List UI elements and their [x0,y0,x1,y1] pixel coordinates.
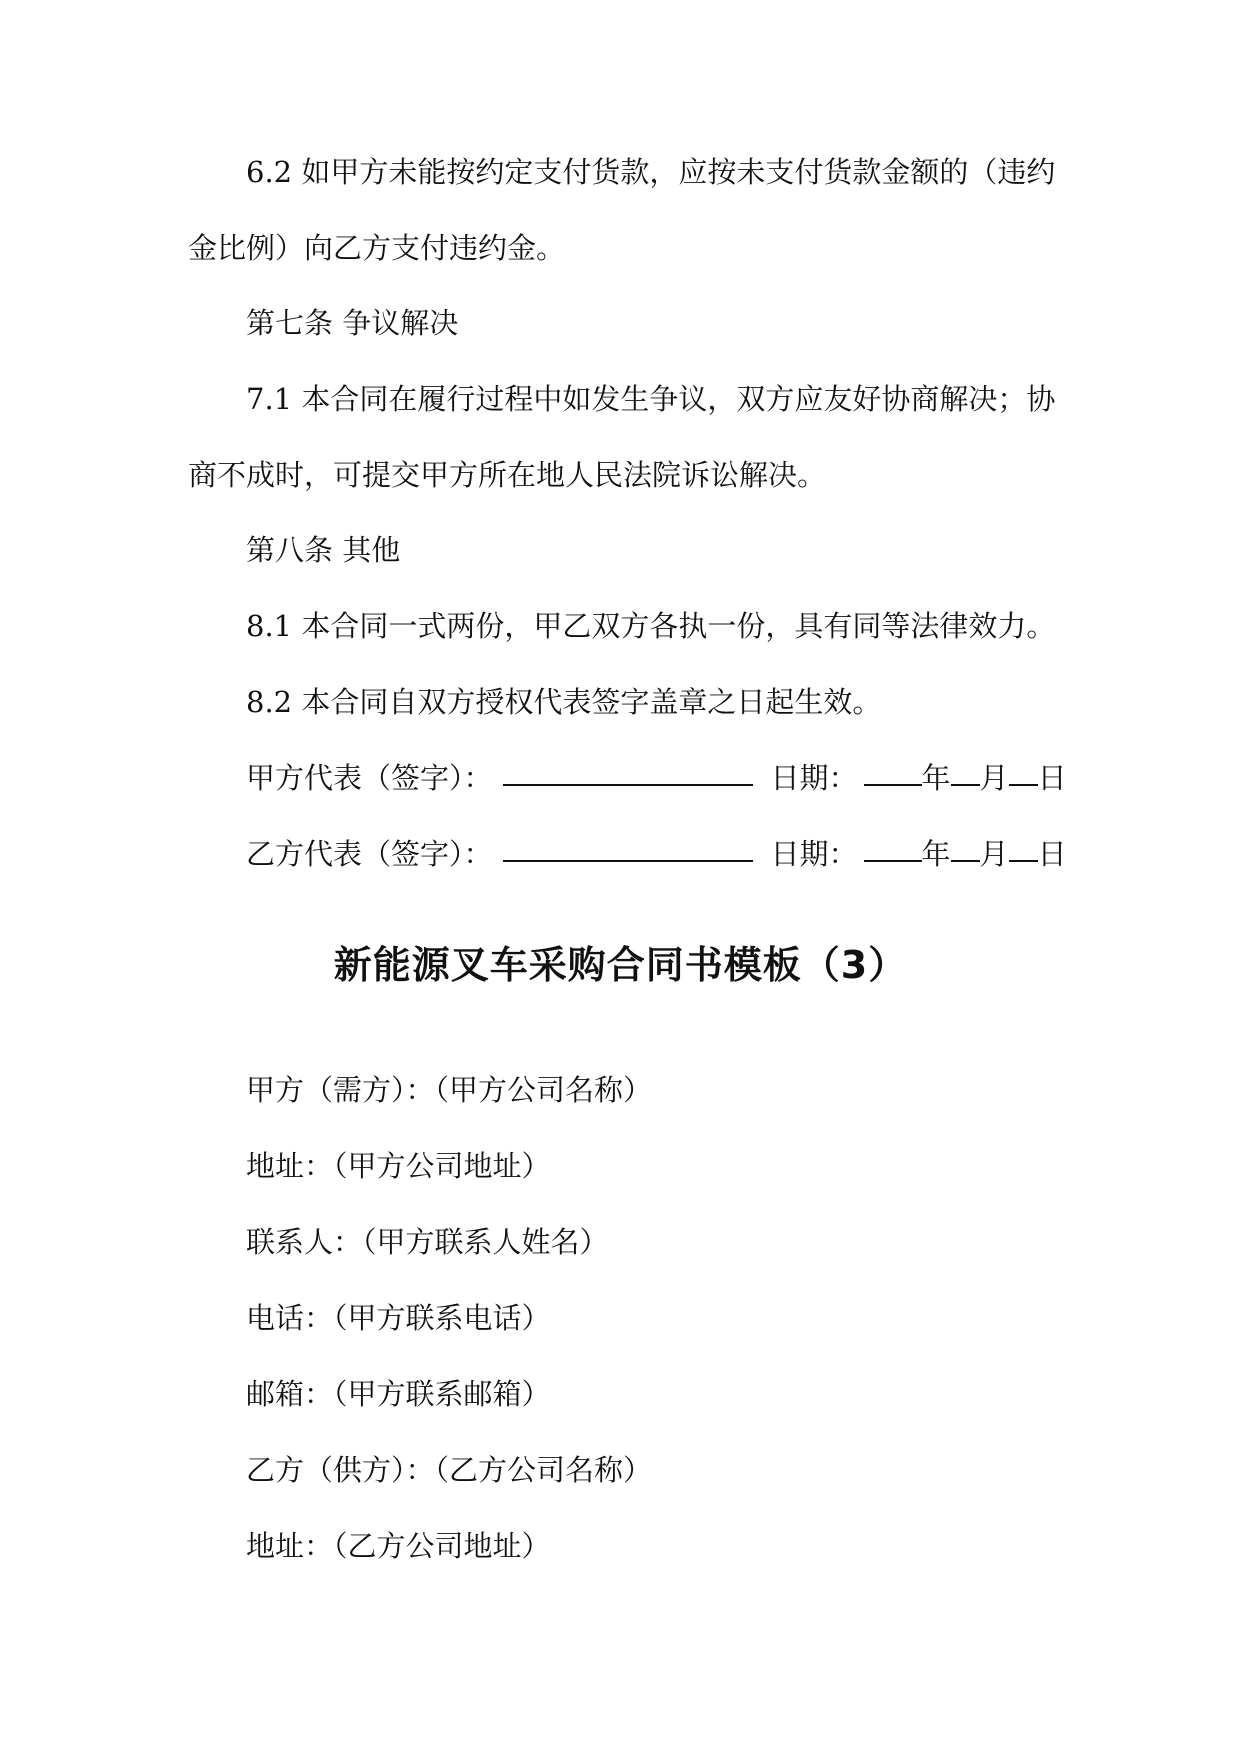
party-b-address: 地址：（乙方公司地址） [246,1529,551,1563]
party-a-day-blank[interactable] [1009,782,1038,786]
party-a-signature-line [246,758,1067,798]
party-a-year-blank[interactable] [864,782,922,786]
clause-8-2: 8.2 本合同自双方授权代表签字盖章之日起生效。 [246,685,882,719]
article-7-heading: 第七条 争议解决 [246,306,459,340]
party-a-signature-blank[interactable] [503,782,753,786]
clause-6-2-line-2: 金比例）向乙方支付违约金。 [188,231,566,265]
party-b-name: 乙方（供方）：（乙方公司名称） [246,1453,653,1487]
party-a-contact: 联系人：（甲方联系人姓名） [246,1225,609,1259]
party-a-signature-label: 甲方代表（签字）： [246,761,493,795]
party-a-day-label: 日 [1037,761,1067,795]
party-a-month-blank[interactable] [951,782,980,786]
party-b-year-blank[interactable] [864,858,922,862]
party-a-email: 邮箱：（甲方联系邮箱） [246,1377,551,1411]
party-a-phone: 电话：（甲方联系电话） [246,1301,551,1335]
article-8-heading: 第八条 其他 [246,533,401,567]
clause-8-1: 8.1 本合同一式两份，甲乙双方各执一份，具有同等法律效力。 [246,609,1056,643]
party-b-month-blank[interactable] [951,858,980,862]
party-a-address: 地址：（甲方公司地址） [246,1149,551,1183]
party-b-signature-line [246,834,1067,874]
document-title: 新能源叉车采购合同书模板（3） [333,943,908,987]
party-a-year-label: 年 [921,761,951,795]
clause-7-1-line-1: 7.1 本合同在履行过程中如发生争议，双方应友好协商解决；协 [246,382,1056,416]
clause-7-1-line-2: 商不成时，可提交甲方所在地人民法院诉讼解决。 [188,458,827,492]
party-a-date-label: 日期： [770,761,858,795]
party-b-year-label: 年 [921,837,951,871]
clause-6-2-line-1: 6.2 如甲方未能按约定支付货款，应按未支付货款金额的（违约 [246,155,1056,189]
party-b-day-label: 日 [1037,837,1067,871]
party-b-signature-blank[interactable] [503,858,753,862]
party-a-name: 甲方（需方）：（甲方公司名称） [246,1073,653,1107]
party-b-month-label: 月 [979,837,1009,871]
party-b-date-label: 日期： [770,837,858,871]
party-b-signature-label: 乙方代表（签字）： [246,837,493,871]
party-a-month-label: 月 [979,761,1009,795]
party-b-day-blank[interactable] [1009,858,1038,862]
